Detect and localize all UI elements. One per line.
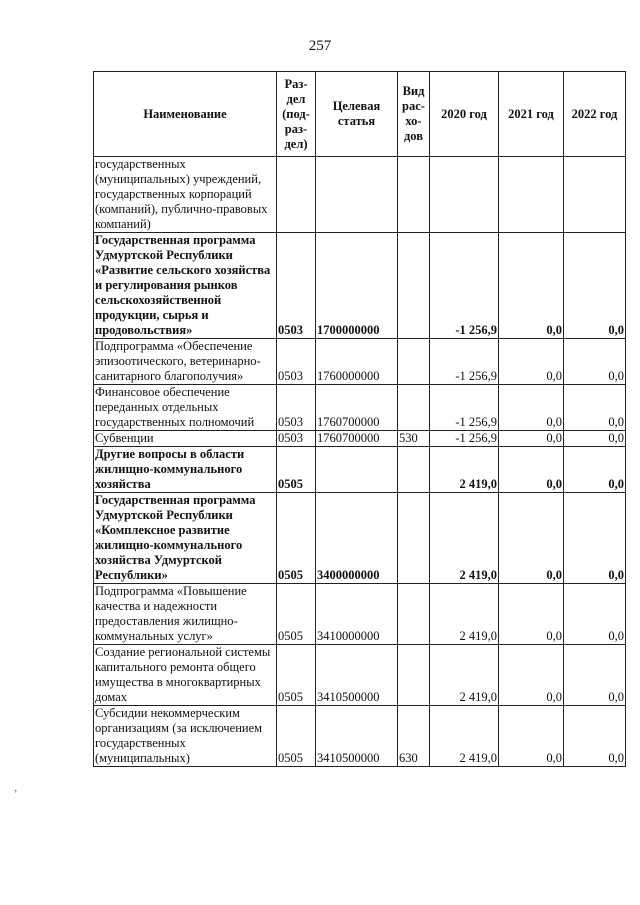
cell-2020: 2 419,0 xyxy=(430,645,499,706)
cell-kind xyxy=(398,339,430,385)
cell-name: Другие вопросы в области жилищно-коммунального хозяйства xyxy=(94,447,277,493)
cell-2022: 0,0 xyxy=(564,584,626,645)
cell-section: 0505 xyxy=(277,706,316,767)
cell-kind: 530 xyxy=(398,431,430,447)
table-row xyxy=(94,645,626,706)
cell-2020: -1 256,9 xyxy=(430,233,499,339)
cell-name: государственных (муниципальных) учреждений, государственных корпораций (компаний), публично-правовых компаний) xyxy=(94,157,277,233)
cell-2022: 0,0 xyxy=(564,706,626,767)
cell-target: 1760700000 xyxy=(316,431,398,447)
header-2022: 2022 год xyxy=(564,72,626,157)
cell-section: 0505 xyxy=(277,645,316,706)
header-target: Целевая статья xyxy=(316,72,398,157)
table-row xyxy=(94,447,626,493)
cell-name: Субсидии некоммерческим организациям (за исключением государственных (муниципальных) xyxy=(94,706,277,767)
cell-kind xyxy=(398,584,430,645)
cell-name: Субвенции xyxy=(94,431,277,447)
cell-name: Создание региональной системы капитального ремонта общего имущества в многоквартирных домах xyxy=(94,645,277,706)
table-row xyxy=(94,431,626,447)
cell-2020: 2 419,0 xyxy=(430,493,499,584)
table-row xyxy=(94,584,626,645)
cell-2021: 0,0 xyxy=(499,385,564,431)
cell-2021: 0,0 xyxy=(499,645,564,706)
header-2020: 2020 год xyxy=(430,72,499,157)
cell-target: 3400000000 xyxy=(316,493,398,584)
cell-2021: 0,0 xyxy=(499,431,564,447)
cell-kind: 630 xyxy=(398,706,430,767)
cell-2020: 2 419,0 xyxy=(430,706,499,767)
cell-section: 0505 xyxy=(277,493,316,584)
cell-name: Финансовое обеспечение переданных отдельных государственных полномочий xyxy=(94,385,277,431)
cell-target: 3410500000 xyxy=(316,706,398,767)
cell-target xyxy=(316,157,398,233)
table-header-row xyxy=(94,72,626,157)
cell-kind xyxy=(398,493,430,584)
cell-section: 0503 xyxy=(277,233,316,339)
cell-target: 1700000000 xyxy=(316,233,398,339)
cell-section: 0503 xyxy=(277,339,316,385)
budget-table xyxy=(93,71,626,767)
table-row xyxy=(94,233,626,339)
cell-2020: -1 256,9 xyxy=(430,339,499,385)
page-number: 257 xyxy=(308,38,332,54)
cell-kind xyxy=(398,385,430,431)
cell-name: Государственная программа Удмуртской Республики «Комплексное развитие жилищно-коммунального хозяйства Удмуртской Республики» xyxy=(94,493,277,584)
cell-2022: 0,0 xyxy=(564,233,626,339)
cell-2022: 0,0 xyxy=(564,493,626,584)
cell-section: 0505 xyxy=(277,584,316,645)
table-row xyxy=(94,493,626,584)
cell-name: Государственная программа Удмуртской Республики «Развитие сельского хозяйства и регулирования рынков сельскохозяйственной продукции, сырья и продовольствия» xyxy=(94,233,277,339)
header-section: Раз-дел (под-раз-дел) xyxy=(277,72,316,157)
cell-2021: 0,0 xyxy=(499,339,564,385)
cell-2021: 0,0 xyxy=(499,493,564,584)
cell-2021 xyxy=(499,157,564,233)
cell-target: 1760000000 xyxy=(316,339,398,385)
table-row xyxy=(94,385,626,431)
cell-target xyxy=(316,447,398,493)
cell-2022: 0,0 xyxy=(564,645,626,706)
cell-target: 1760700000 xyxy=(316,385,398,431)
cell-2021: 0,0 xyxy=(499,584,564,645)
cell-2020 xyxy=(430,157,499,233)
table-row xyxy=(94,706,626,767)
cell-2020: 2 419,0 xyxy=(430,584,499,645)
header-2021: 2021 год xyxy=(499,72,564,157)
table-body xyxy=(94,157,626,767)
header-kind: Вид рас-хо-дов xyxy=(398,72,430,157)
cell-2020: 2 419,0 xyxy=(430,447,499,493)
cell-section: 0503 xyxy=(277,431,316,447)
cell-section xyxy=(277,157,316,233)
cell-2021: 0,0 xyxy=(499,233,564,339)
cell-2022: 0,0 xyxy=(564,431,626,447)
cell-kind xyxy=(398,157,430,233)
cell-2022: 0,0 xyxy=(564,339,626,385)
table-row xyxy=(94,157,626,233)
cell-2021: 0,0 xyxy=(499,447,564,493)
cell-section: 0505 xyxy=(277,447,316,493)
cell-target: 3410000000 xyxy=(316,584,398,645)
cell-name: Подпрограмма «Повышение качества и надежности предоставления жилищно-коммунальных услуг» xyxy=(94,584,277,645)
cell-name: Подпрограмма «Обеспечение эпизоотического, ветеринарно-санитарного благополучия» xyxy=(94,339,277,385)
cell-2021: 0,0 xyxy=(499,706,564,767)
cell-2020: -1 256,9 xyxy=(430,431,499,447)
header-name: Наименование xyxy=(94,72,277,157)
cell-2022: 0,0 xyxy=(564,447,626,493)
cell-section: 0503 xyxy=(277,385,316,431)
cell-2022: 0,0 xyxy=(564,385,626,431)
cell-2020: -1 256,9 xyxy=(430,385,499,431)
cell-kind xyxy=(398,233,430,339)
cell-2022 xyxy=(564,157,626,233)
table-row xyxy=(94,339,626,385)
stray-mark: ‚ xyxy=(14,783,18,794)
cell-kind xyxy=(398,645,430,706)
cell-target: 3410500000 xyxy=(316,645,398,706)
cell-kind xyxy=(398,447,430,493)
